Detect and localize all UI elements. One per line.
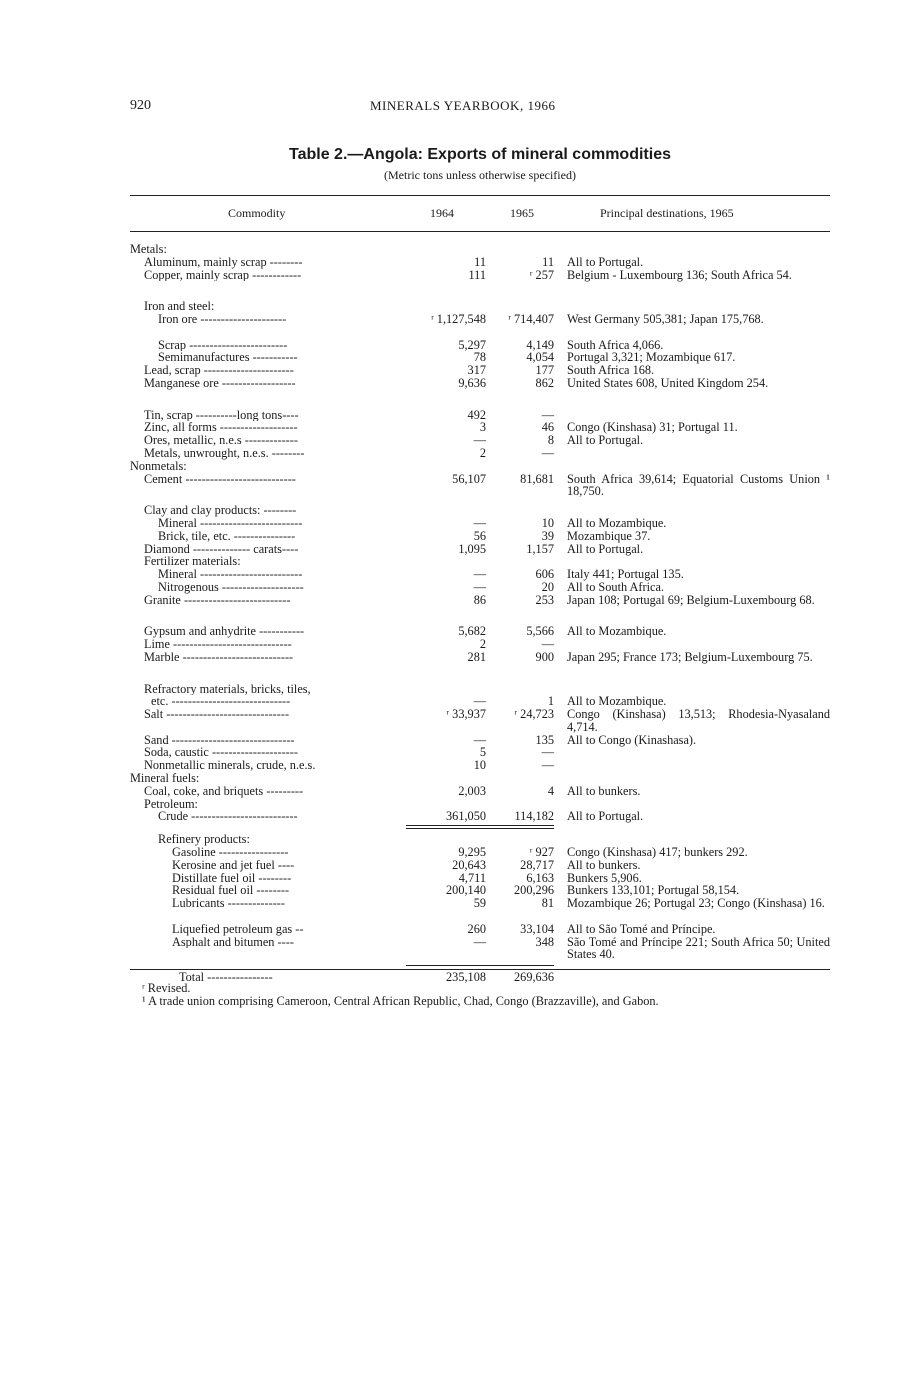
table-row	[130, 651, 830, 677]
table-row	[130, 581, 830, 594]
value-1965-cell: 28,717	[520, 857, 554, 872]
value-1964-cell: 492	[467, 407, 486, 422]
value-1964-cell: 78	[473, 350, 486, 365]
commodity-cell: Lubricants --------------	[172, 897, 285, 911]
commodity-cell: Iron and steel:	[144, 300, 215, 313]
table-row	[130, 810, 830, 823]
value-1964-cell: 2,003	[458, 783, 486, 798]
commodity-cell: Refractory materials, bricks, tiles,	[144, 682, 311, 696]
destination-cell: Congo (Kinshasa) 13,513; Rhodesia-Nyasaland 4,714.	[567, 707, 830, 734]
commodity-cell: Lead, scrap ----------------------	[144, 364, 294, 377]
value-1964-cell: 9,636	[458, 375, 486, 390]
col-header-commodity: Commodity	[228, 206, 286, 220]
value-1965-cell: —	[541, 745, 554, 760]
destination-cell: All to Mozambique.	[567, 515, 667, 530]
commodity-cell: Crude --------------------------	[158, 810, 298, 824]
value-1964-cell: 56	[473, 528, 486, 543]
col-header-1964: 1964	[430, 206, 454, 220]
destination-cell: All to bunkers.	[567, 857, 641, 872]
table-row	[130, 772, 830, 785]
footnotes	[130, 982, 830, 1008]
commodity-cell: Metals:	[130, 243, 167, 256]
value-1965-cell: 6,163	[526, 870, 554, 885]
value-1965-cell: ʳ 927	[529, 845, 554, 860]
col-header-1965: 1965	[510, 206, 534, 220]
destination-cell: Mozambique 26; Portugal 23; Congo (Kinshasa) 16.	[567, 896, 825, 911]
commodity-cell: Gasoline -----------------	[172, 846, 289, 859]
value-1964-cell: —	[473, 694, 486, 709]
table-row	[130, 568, 830, 581]
commodity-cell: Kerosine and jet fuel ----	[172, 858, 295, 872]
destination-cell: All to South Africa.	[567, 579, 664, 594]
value-1964-cell: 20,643	[452, 857, 486, 872]
value-1965-cell: 135	[535, 732, 554, 747]
value-1965-cell: 81,681	[520, 471, 554, 486]
commodity-cell: Granite --------------------------	[144, 593, 291, 607]
destination-cell: Japan 295; France 173; Belgium-Luxembourg 75.	[567, 649, 813, 664]
value-1964-cell: 111	[468, 267, 486, 282]
destination-cell: West Germany 505,381; Japan 175,768.	[567, 311, 764, 326]
table-row	[130, 543, 830, 556]
value-1965-cell: ʳ 714,407	[508, 311, 554, 326]
destination-cell: Portugal 3,321; Mozambique 617.	[567, 350, 736, 365]
footnote-revised: ʳ Revised.	[142, 981, 191, 995]
commodity-cell: Nitrogenous --------------------	[158, 580, 304, 594]
value-1964-cell: 56,107	[452, 471, 486, 486]
value-1964-cell: 317	[467, 363, 486, 378]
destination-cell: South Africa 39,614; Equatorial Customs Union ¹ 18,750.	[567, 471, 830, 499]
value-1964-cell: ʳ 33,937	[446, 707, 486, 722]
value-1964-cell: 10	[473, 758, 486, 773]
double-rule	[406, 825, 554, 826]
destination-cell: South Africa 168.	[567, 363, 655, 378]
page-number: 920	[130, 98, 151, 113]
table-row	[130, 256, 830, 269]
value-1964-cell: —	[473, 934, 486, 949]
table-row	[130, 313, 830, 339]
value-1964-cell: 361,050	[446, 809, 486, 824]
value-1964-cell: 200,140	[446, 883, 486, 898]
value-1965-cell: —	[541, 758, 554, 773]
destination-cell: Bunkers 133,101; Portugal 58,154.	[567, 883, 740, 898]
value-1964-cell: ʳ 1,127,548	[431, 311, 486, 326]
commodity-cell: Fertilizer materials:	[144, 555, 241, 569]
double-rule	[406, 828, 554, 829]
destination-cell: Mozambique 37.	[567, 528, 651, 543]
commodity-cell: Salt ------------------------------	[144, 708, 290, 721]
table-row	[130, 594, 830, 620]
header-rule	[130, 231, 830, 232]
commodity-cell: Clay and clay products: --------	[144, 504, 297, 517]
value-1965-cell: 46	[541, 420, 554, 435]
table-row	[130, 243, 830, 256]
value-1965-cell: 606	[535, 567, 554, 582]
commodity-cell: Diamond -------------- carats----	[144, 542, 299, 556]
table-row	[130, 759, 830, 772]
commodity-cell: Brick, tile, etc. ---------------	[158, 529, 296, 543]
destination-cell: Italy 441; Portugal 135.	[567, 567, 684, 582]
commodity-cell: Nonmetallic minerals, crude, n.e.s.	[144, 759, 316, 773]
destination-cell: All to Portugal.	[567, 433, 644, 448]
commodity-cell: Lime -----------------------------	[144, 638, 292, 651]
destination-cell: São Tomé and Príncipe 221; South Africa 50; United States 40.	[567, 934, 830, 962]
commodity-cell: Copper, mainly scrap ------------	[144, 268, 302, 282]
commodity-cell: Coal, coke, and briquets ---------	[144, 784, 304, 798]
table-row	[130, 897, 830, 923]
col-header-destinations: Principal destinations, 1965	[600, 206, 734, 220]
value-1964-cell: 1,095	[458, 541, 486, 556]
table-row	[130, 923, 830, 936]
commodity-cell: Tin, scrap ----------long tons----	[144, 408, 299, 422]
table-row	[130, 846, 830, 859]
exports-table	[130, 243, 830, 984]
value-1965-cell: 8	[547, 433, 554, 448]
commodity-cell: Aluminum, mainly scrap --------	[144, 255, 303, 269]
commodity-cell: Soda, caustic ---------------------	[144, 746, 298, 760]
value-1965-cell: 900	[535, 649, 554, 664]
destination-cell: All to Mozambique.	[567, 694, 667, 709]
commodity-cell: Iron ore ---------------------	[158, 312, 287, 326]
commodity-cell: Semimanufactures -----------	[158, 351, 298, 365]
value-1964-cell: 9,295	[458, 845, 486, 860]
commodity-cell: Metals, unwrought, n.e.s. --------	[144, 446, 305, 460]
table-row	[130, 377, 830, 403]
table-title: Table 2.—Angola: Exports of mineral commodities	[289, 146, 671, 163]
value-1965-cell: 4,149	[526, 337, 554, 352]
value-1964-cell: 260	[467, 921, 486, 936]
commodity-cell: Residual fuel oil --------	[172, 884, 290, 898]
value-1965-cell: 862	[535, 375, 554, 390]
value-1965-cell: 39	[541, 528, 554, 543]
commodity-cell: Total ----------------	[179, 971, 273, 985]
value-1964-cell: 5	[479, 745, 486, 760]
value-1965-cell: 4,054	[526, 350, 554, 365]
commodity-cell: Sand ------------------------------	[144, 733, 295, 747]
commodity-cell: Scrap ------------------------	[158, 338, 288, 352]
commodity-cell: Asphalt and bitumen ----	[172, 935, 294, 949]
table-row	[130, 785, 830, 798]
value-1965-cell: ʳ 24,723	[514, 707, 554, 722]
column-headers	[130, 206, 830, 222]
destination-cell: Congo (Kinshasa) 31; Portugal 11.	[567, 420, 738, 435]
commodity-cell: Petroleum:	[144, 797, 198, 811]
value-1965-cell: 114,182	[514, 809, 554, 824]
value-1964-cell: 59	[473, 896, 486, 911]
bottom-rule	[130, 969, 830, 970]
value-1965-cell: —	[541, 637, 554, 652]
destination-cell: All to bunkers.	[567, 783, 641, 798]
table-row	[130, 447, 830, 460]
commodity-cell: Liquefied petroleum gas --	[172, 922, 304, 936]
value-1964-cell: —	[473, 433, 486, 448]
table-subtitle: (Metric tons unless otherwise specified)	[384, 168, 576, 182]
destination-cell: South Africa 4,066.	[567, 337, 664, 352]
value-1964-cell: 86	[473, 592, 486, 607]
commodity-cell: Cement ---------------------------	[144, 472, 296, 486]
commodity-cell: Mineral -------------------------	[158, 568, 303, 581]
value-1964-cell: 5,682	[458, 624, 486, 639]
table-row	[130, 859, 830, 872]
commodity-cell: Manganese ore ------------------	[144, 376, 296, 390]
value-1965-cell: 20	[541, 579, 554, 594]
value-1965-cell: 4	[547, 783, 554, 798]
value-1965-cell: —	[541, 445, 554, 460]
value-1965-cell: 269,636	[514, 970, 554, 985]
destination-cell: Congo (Kinshasa) 417; bunkers 292.	[567, 845, 748, 860]
destination-cell: All to São Tomé and Príncipe.	[567, 921, 716, 936]
value-1964-cell: 281	[467, 649, 486, 664]
destination-cell: United States 608, United Kingdom 254.	[567, 375, 769, 390]
value-1964-cell: 4,711	[458, 870, 486, 885]
value-1965-cell: —	[541, 407, 554, 422]
value-1964-cell: 5,297	[458, 337, 486, 352]
commodity-cell: Marble ---------------------------	[144, 650, 294, 664]
value-1965-cell: 1	[547, 694, 554, 709]
value-1964-cell: 11	[474, 254, 486, 269]
commodity-cell: Zinc, all forms -------------------	[144, 421, 298, 435]
value-1965-cell: 10	[541, 515, 554, 530]
table-row	[130, 269, 830, 295]
destination-cell: Japan 108; Portugal 69; Belgium-Luxembourg 68.	[567, 592, 815, 607]
table-row	[130, 460, 830, 473]
top-rule	[130, 195, 830, 196]
destination-cell: All to Portugal.	[567, 541, 644, 556]
value-1965-cell: ʳ 257	[529, 267, 554, 282]
destination-cell: All to Portugal.	[567, 809, 644, 824]
value-1965-cell: 200,296	[514, 883, 554, 898]
table-row	[130, 530, 830, 543]
commodity-cell: Refinery products:	[158, 833, 250, 847]
commodity-cell: Nonmetals:	[130, 459, 187, 473]
table-row	[130, 638, 830, 651]
table-row	[130, 936, 830, 962]
value-1965-cell: 33,104	[520, 921, 554, 936]
value-1964-cell: —	[473, 515, 486, 530]
value-1964-cell: —	[473, 732, 486, 747]
value-1964-cell: 235,108	[446, 970, 486, 985]
commodity-cell: Distillate fuel oil --------	[172, 871, 292, 885]
value-1965-cell: 11	[542, 254, 554, 269]
value-1965-cell: 177	[535, 363, 554, 378]
destination-cell: All to Mozambique.	[567, 624, 667, 639]
value-1964-cell: 2	[479, 445, 486, 460]
commodity-cell: Mineral fuels:	[130, 772, 200, 785]
page-header	[130, 98, 830, 116]
value-1964-cell: —	[473, 567, 486, 582]
value-1964-cell: 2	[479, 637, 486, 652]
value-1965-cell: 1,157	[526, 541, 554, 556]
commodity-cell: etc. -----------------------------	[151, 695, 291, 709]
table-row	[130, 517, 830, 530]
value-1964-cell: 3	[479, 420, 486, 435]
commodity-cell: Gypsum and anhydrite -----------	[144, 625, 305, 639]
value-1964-cell: —	[473, 579, 486, 594]
table-row	[130, 708, 830, 734]
destination-cell: Bunkers 5,906.	[567, 870, 642, 885]
destination-cell: All to Congo (Kinashasa).	[567, 732, 697, 747]
destination-cell: All to Portugal.	[567, 254, 644, 269]
total-rule	[406, 965, 554, 966]
running-head: MINERALS YEARBOOK, 1966	[370, 98, 556, 113]
commodity-cell: Mineral -------------------------	[158, 516, 303, 530]
destination-cell: Belgium - Luxembourg 136; South Africa 54.	[567, 267, 792, 282]
footnote-1: ¹ A trade union comprising Cameroon, Central African Republic, Chad, Congo (Brazzaville), and Gabon.	[142, 994, 659, 1008]
value-1965-cell: 253	[535, 592, 554, 607]
table-row	[130, 473, 830, 499]
value-1965-cell: 81	[541, 896, 554, 911]
value-1965-cell: 348	[535, 934, 554, 949]
commodity-cell: Ores, metallic, n.e.s -------------	[144, 434, 298, 447]
value-1965-cell: 5,566	[526, 624, 554, 639]
